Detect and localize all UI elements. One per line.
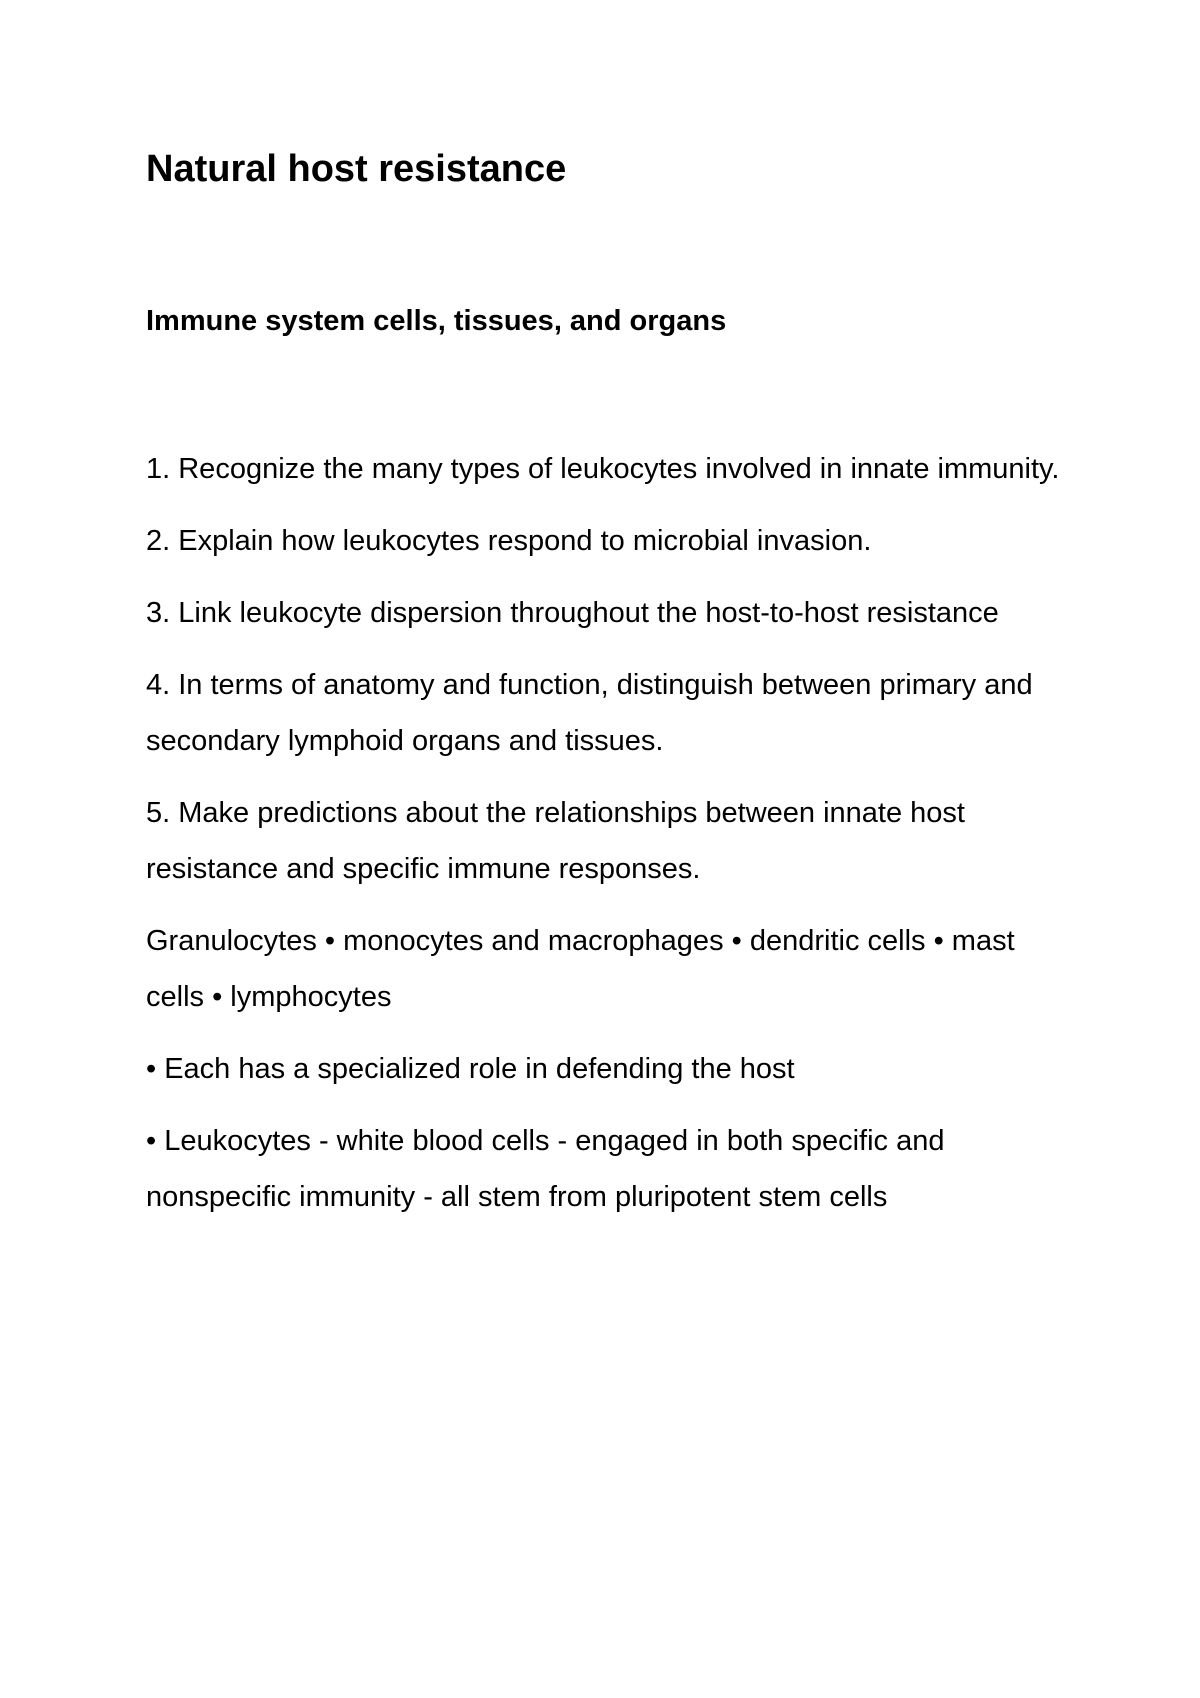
cell-types-list: Granulocytes • monocytes and macrophages • dendritic cells • mast cells • lymphocytes xyxy=(146,925,1015,1013)
body-text xyxy=(146,441,1066,1241)
objective-5: 5. Make predictions about the relationships between innate host resistance and specific immune responses. xyxy=(146,797,965,885)
objective-1: 1. Recognize the many types of leukocytes involved in innate immunity. xyxy=(146,453,1060,485)
objective-3: 3. Link leukocyte dispersion throughout the host-to-host resistance xyxy=(146,597,999,629)
bullet-specialized-role: • Each has a specialized role in defending the host xyxy=(146,1053,795,1085)
bullet-leukocytes: • Leukocytes - white blood cells - engaged in both specific and nonspecific immunity - all stem from pluripotent stem cells xyxy=(146,1125,945,1213)
section-heading: Immune system cells, tissues, and organs xyxy=(146,305,727,337)
page-title: Natural host resistance xyxy=(146,148,567,190)
objective-2: 2. Explain how leukocytes respond to microbial invasion. xyxy=(146,525,872,557)
objective-4: 4. In terms of anatomy and function, distinguish between primary and secondary lymphoid organs and tissues. xyxy=(146,669,1033,757)
